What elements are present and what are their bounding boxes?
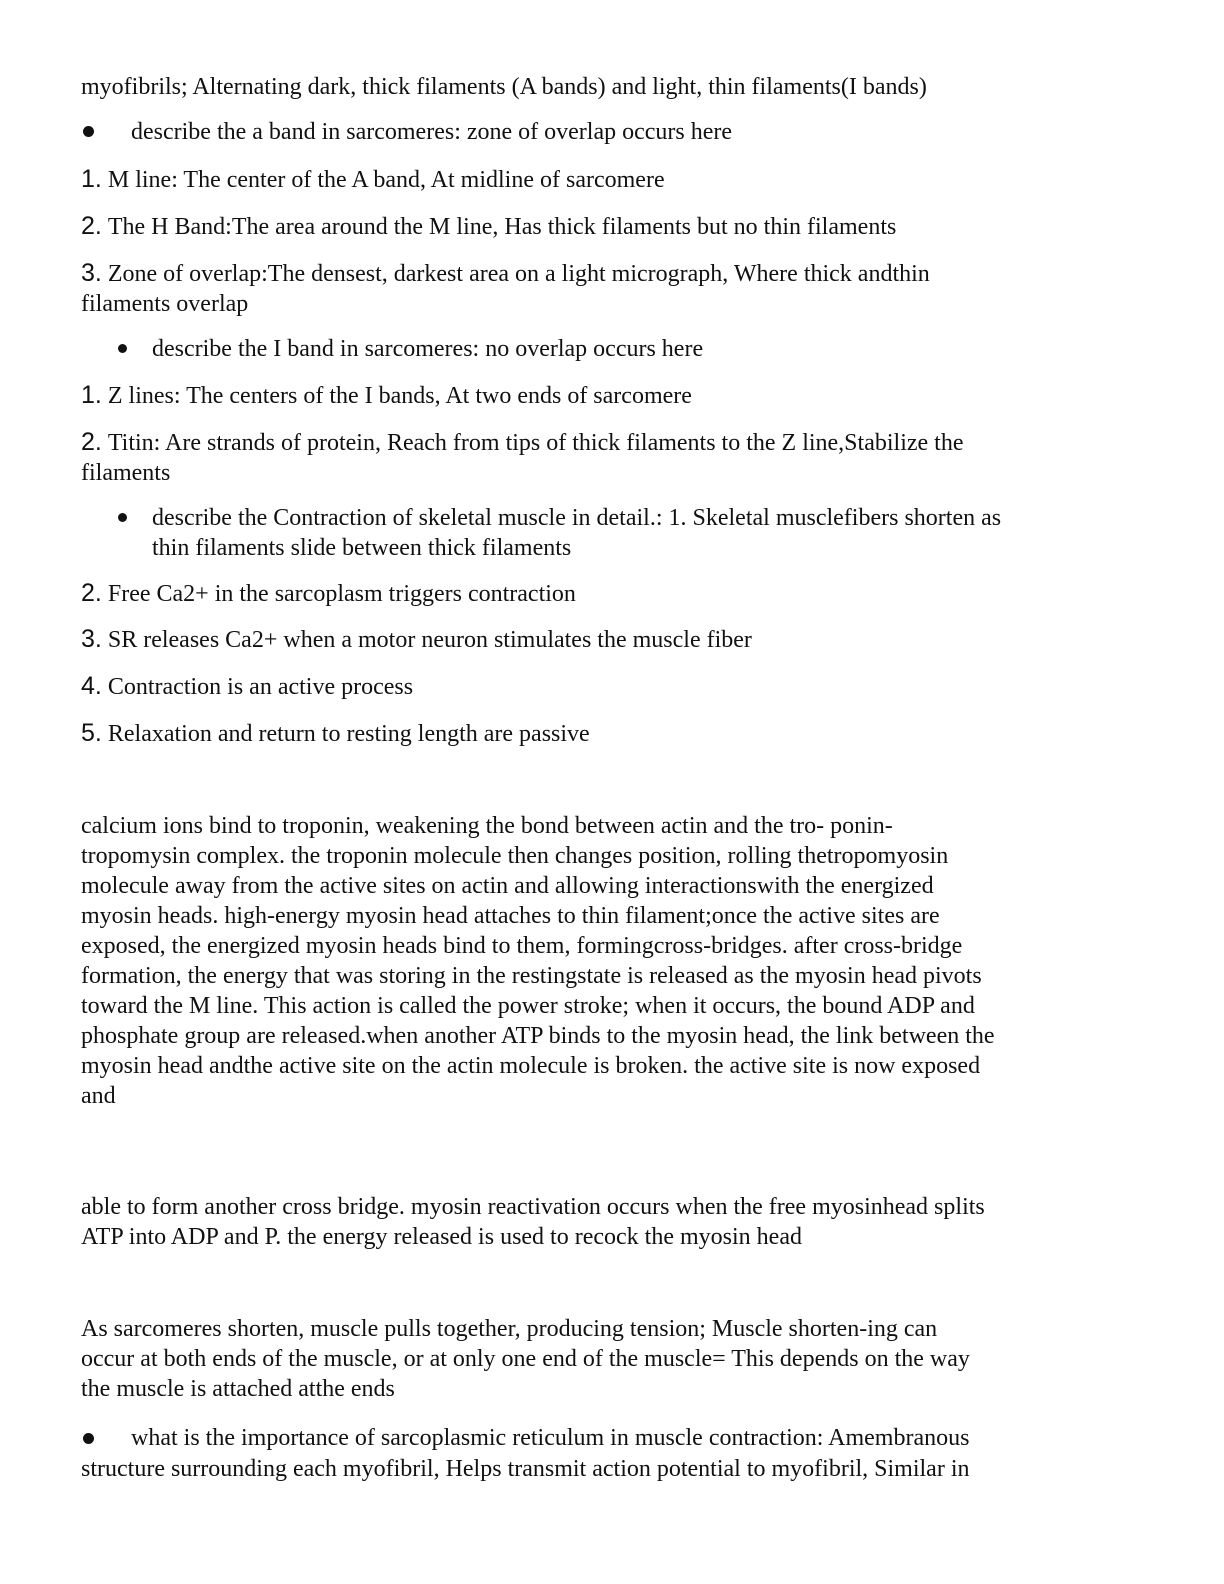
item-text: Zone of overlap:The densest, darkest area on a light micrograph, Where thick andthin — [107, 261, 930, 287]
paragraph-line: ATP into ADP and P. the energy released is used to recock the myosin head — [81, 1224, 802, 1250]
paragraph-line: toward the M line. This action is called the power stroke; when it occurs, the bound ADP and — [81, 993, 975, 1019]
paragraph-line: myosin head andthe active site on the actin molecule is broken. the active site is now exposed — [81, 1053, 981, 1079]
contraction-item-2 — [81, 578, 576, 609]
item-number: 2. — [81, 428, 102, 456]
item-text: Relaxation and return to resting length are passive — [107, 721, 590, 747]
item-number: 1. — [81, 165, 102, 193]
bullet-icon — [83, 1433, 94, 1444]
a-band-item-1 — [81, 164, 665, 195]
sr-question-line-1: what is the importance of sarcoplasmic reticulum in muscle contraction: Amembranous — [131, 1425, 970, 1451]
item-number: 4. — [81, 672, 102, 700]
item-number: 2. — [81, 212, 102, 240]
i-band-item-2-continuation: filaments — [81, 460, 171, 486]
item-text: Z lines: The centers of the I bands, At two ends of sarcomere — [107, 383, 692, 409]
paragraph-line: tropomysin complex. the troponin molecule then changes position, rolling thetropomyosin — [81, 843, 949, 869]
i-band-item-1 — [81, 380, 692, 411]
bullet-icon — [118, 344, 127, 353]
paragraph-line: exposed, the energized myosin heads bind to them, formingcross-bridges. after cross-bridge — [81, 933, 963, 959]
a-band-item-3-continuation: filaments overlap — [81, 291, 249, 317]
item-text: Free Ca2+ in the sarcoplasm triggers contraction — [107, 581, 576, 607]
paragraph-line: molecule away from the active sites on actin and allowing interactionswith the energized — [81, 873, 934, 899]
item-text: The H Band:The area around the M line, Has thick filaments but no thin filaments — [107, 214, 897, 240]
paragraph-line: myosin heads. high-energy myosin head attaches to thin filament;once the active sites are — [81, 903, 940, 929]
bullet-icon — [118, 513, 127, 522]
paragraph-line: calcium ions bind to troponin, weakening the bond between actin and the tro- ponin- — [81, 813, 893, 839]
sr-question-line-2: structure surrounding each myofibril, Helps transmit action potential to myofibril, Similar in — [81, 1456, 970, 1482]
sarcomeres-paragraph — [81, 1314, 1141, 1404]
item-number: 5. — [81, 719, 102, 747]
item-number: 3. — [81, 625, 102, 653]
calcium-paragraph — [81, 811, 1141, 1111]
paragraph-line: As sarcomeres shorten, muscle pulls together, producing tension; Muscle shorten-ing can — [81, 1316, 938, 1342]
paragraph-line: able to form another cross bridge. myosin reactivation occurs when the free myosinhead splits — [81, 1194, 985, 1220]
cross-bridge-paragraph — [81, 1192, 1141, 1252]
item-text: Contraction is an active process — [107, 674, 414, 700]
item-text: SR releases Ca2+ when a motor neuron stimulates the muscle fiber — [107, 627, 752, 653]
paragraph-line: phosphate group are released.when another ATP binds to the myosin head, the link between the — [81, 1023, 995, 1049]
item-number: 3. — [81, 259, 102, 287]
item-text: M line: The center of the A band, At midline of sarcomere — [107, 167, 665, 193]
a-band-item-2 — [81, 211, 896, 242]
contraction-item-3 — [81, 624, 752, 655]
contraction-question-line-2: thin filaments slide between thick filaments — [152, 535, 572, 561]
paragraph-line: formation, the energy that was storing in the restingstate is released as the myosin head pivots — [81, 963, 982, 989]
i-band-item-2 — [81, 427, 963, 458]
item-number: 1. — [81, 381, 102, 409]
contraction-question-line-1: describe the Contraction of skeletal muscle in detail.: 1. Skeletal musclefibers shorten as — [152, 505, 1002, 531]
bullet-icon — [83, 126, 94, 137]
a-band-item-3 — [81, 258, 930, 289]
intro-line: myofibrils; Alternating dark, thick filaments (A bands) and light, thin filaments(I bands) — [81, 74, 927, 100]
i-band-question: describe the I band in sarcomeres: no overlap occurs here — [152, 336, 704, 362]
a-band-question: describe the a band in sarcomeres: zone of overlap occurs here — [131, 119, 733, 145]
contraction-question — [152, 503, 1142, 563]
paragraph-line: occur at both ends of the muscle, or at only one end of the muscle= This depends on the way — [81, 1346, 970, 1372]
item-number: 2. — [81, 579, 102, 607]
paragraph-line: the muscle is attached atthe ends — [81, 1376, 395, 1402]
paragraph-line: and — [81, 1083, 116, 1109]
item-text: Titin: Are strands of protein, Reach from tips of thick filaments to the Z line,Stabilize the — [107, 430, 964, 456]
contraction-item-5 — [81, 718, 590, 749]
contraction-item-4 — [81, 671, 413, 702]
